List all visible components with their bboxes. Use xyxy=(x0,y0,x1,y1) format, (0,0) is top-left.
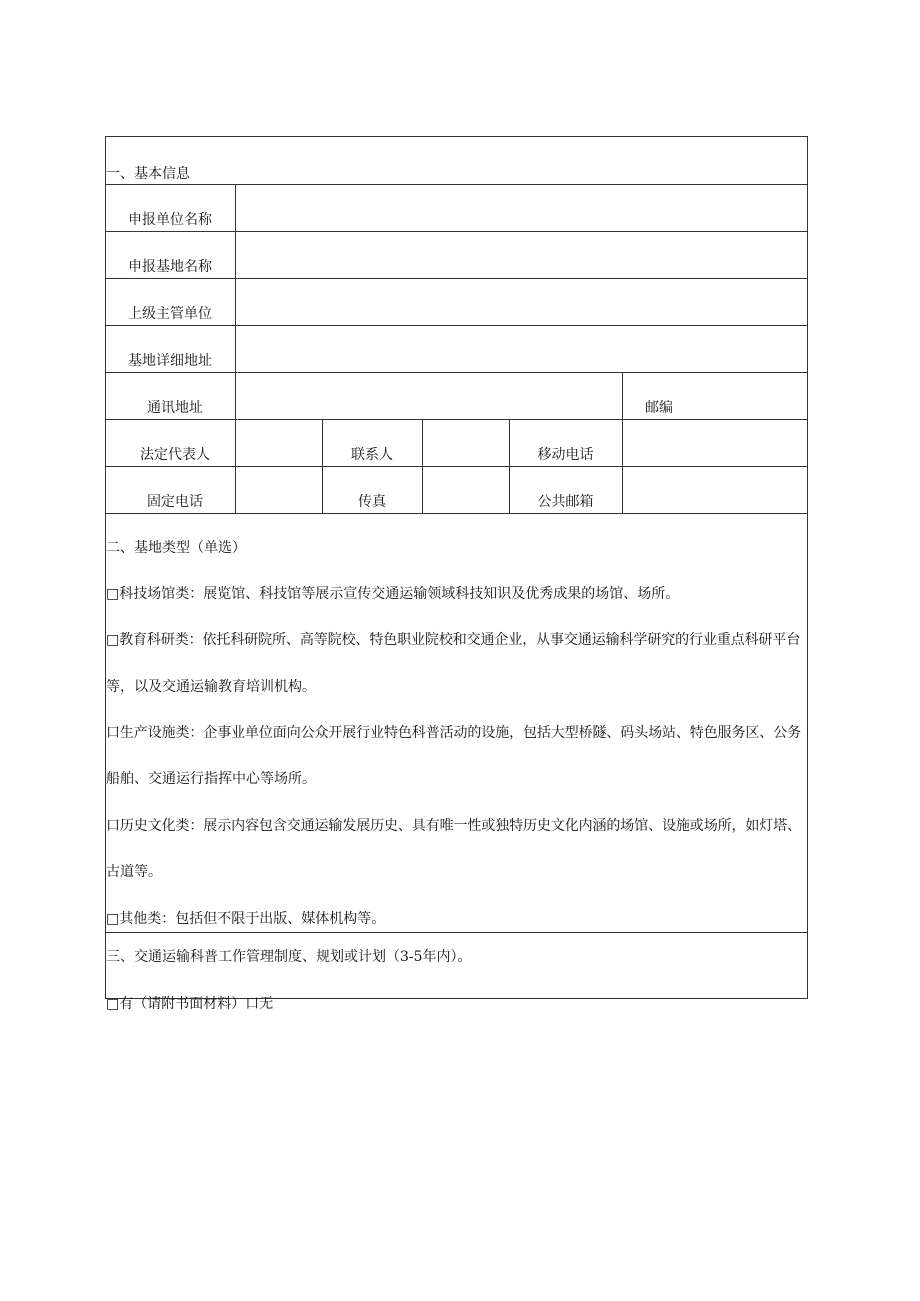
option-continuation-text: 古道等。 xyxy=(106,864,162,880)
section2-title: 二、基地类型（单选） xyxy=(106,540,246,556)
label-cell xyxy=(105,419,235,466)
fax-field[interactable] xyxy=(423,467,509,513)
base-name-field[interactable] xyxy=(236,232,807,278)
label-cell xyxy=(105,466,235,513)
base-type-option-other[interactable]: □其他类：包括但不限于出版、媒体机构等。 xyxy=(106,911,386,927)
row-divider xyxy=(105,513,808,514)
table-border-right xyxy=(807,136,808,999)
mail-address-field[interactable] xyxy=(236,373,622,419)
section1-title: 一、基本信息 xyxy=(106,166,190,182)
superior-label: 上级主管单位 xyxy=(128,306,212,322)
mobile-label: 移动电话 xyxy=(537,447,594,463)
mail-address-label: 通讯地址 xyxy=(147,400,203,416)
label-cell xyxy=(509,419,622,466)
row-divider xyxy=(105,932,808,933)
mobile-field[interactable] xyxy=(623,420,807,466)
base-address-field[interactable] xyxy=(236,326,807,372)
legal-rep-label: 法定代表人 xyxy=(140,447,210,463)
fax-label: 传真 xyxy=(358,494,386,510)
base-type-option-history-culture[interactable]: 口历史文化类：展示内容包含交通运输发展历史、具有唯一性或独特历史文化内涵的场馆、设施或场所，如灯塔、 xyxy=(106,818,801,834)
label-cell xyxy=(622,372,807,419)
label-cell xyxy=(105,184,235,231)
base-type-option-science-venue[interactable]: □科技场馆类：展览馆、科技馆等展示宣传交通运输领域科技知识及优秀成果的场馆、场所。 xyxy=(106,586,680,602)
label-cell xyxy=(105,278,235,325)
unit-name-label: 申报单位名称 xyxy=(128,212,212,228)
unit-name-field[interactable] xyxy=(236,185,807,231)
contact-field[interactable] xyxy=(423,420,509,466)
legal-rep-field[interactable] xyxy=(236,420,322,466)
plan-options-checkboxes[interactable]: □有（请附书面材料）口无 xyxy=(106,996,274,1012)
email-field[interactable] xyxy=(623,467,807,513)
base-address-label: 基地详细地址 xyxy=(128,353,212,369)
email-label: 公共邮箱 xyxy=(537,494,594,510)
label-cell xyxy=(105,372,235,419)
contact-label: 联系人 xyxy=(351,447,393,463)
base-type-option-production-facility[interactable]: 口生产设施类：企事业单位面向公众开展行业特色科普活动的设施，包括大型桥隧、码头场站、特色服务区、公务 xyxy=(106,725,801,741)
option-continuation-text: 等，以及交通运输教育培训机构。 xyxy=(106,679,316,695)
table-border-top xyxy=(105,136,808,137)
label-cell xyxy=(509,466,622,513)
label-cell xyxy=(322,466,422,513)
base-name-label: 申报基地名称 xyxy=(128,259,212,275)
option-continuation-text: 船舶、交通运行指挥中心等场所。 xyxy=(106,771,316,787)
section3-title: 三、交通运输科普工作管理制度、规划或计划（3-5年内）。 xyxy=(106,949,472,965)
label-cell xyxy=(105,231,235,278)
label-cell xyxy=(322,419,422,466)
base-type-option-education-research[interactable]: □教育科研类：依托科研院所、高等院校、特色职业院校和交通企业，从事交通运输科学研究的行业重点科研平台 xyxy=(106,632,801,648)
label-cell xyxy=(105,325,235,372)
postcode-label: 邮编 xyxy=(645,400,673,416)
superior-field[interactable] xyxy=(236,279,807,325)
phone-label: 固定电话 xyxy=(147,494,203,510)
phone-field[interactable] xyxy=(236,467,322,513)
